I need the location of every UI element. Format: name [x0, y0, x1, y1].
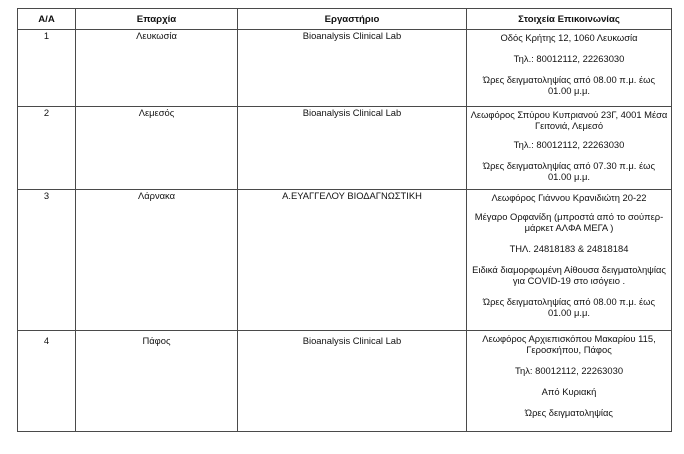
- contact-hours: Ώρες δειγματοληψίας από 07.30 π.μ. έως 01.00 μ.μ.: [483, 160, 655, 182]
- table-header-row: [18, 9, 672, 30]
- contact-days: Από Κυριακή: [541, 386, 597, 397]
- cell-aa: [18, 107, 76, 190]
- cell-province: [76, 190, 238, 331]
- contact-address: Λεωφόρος Γιάννου Κρανιδιώτη 20-22: [491, 192, 647, 203]
- cell-province: [76, 331, 238, 432]
- header-aa: Α/Α: [18, 9, 76, 30]
- contact-address: Λεωφόρος Αρχιεπισκόπου Μακαρίου 115, Γεροσκήπου, Πάφος: [482, 333, 656, 355]
- laboratory-name: Bioanalysis Clinical Lab: [302, 30, 402, 41]
- contact-phone: Τηλ.: 80012112, 22263030: [513, 53, 625, 64]
- contact-address: Οδός Κρήτης 12, 1060 Λευκωσία: [500, 32, 638, 43]
- contact-phone: ΤΗΛ. 24818183 & 24818184: [509, 243, 629, 254]
- table-row: [18, 190, 672, 331]
- province-name: Λάρνακα: [137, 190, 176, 201]
- laboratories-table: [17, 8, 672, 432]
- header-province: Επαρχία: [76, 9, 238, 30]
- header-contact-details: Στοιχεία Επικοινωνίας: [467, 9, 672, 30]
- row-number: 4: [43, 335, 50, 346]
- table-row: [18, 30, 672, 107]
- cell-province: [76, 30, 238, 107]
- cell-contact: [467, 190, 672, 331]
- cell-laboratory: [238, 30, 467, 107]
- contact-address: Λεωφόρος Σπύρου Κυπριανού 23Γ, 4001 Μέσα Γειτονιά, Λεμεσό: [470, 109, 668, 131]
- contact-building: Μέγαρο Ορφανίδη (μπροστά από το σούπερ-μάρκετ ΑΛΦΑ ΜΕΓΑ ): [474, 211, 664, 233]
- cell-laboratory: [238, 107, 467, 190]
- cell-laboratory: [238, 190, 467, 331]
- cell-contact: [467, 30, 672, 107]
- table-row: [18, 331, 672, 432]
- laboratory-name: Bioanalysis Clinical Lab: [302, 335, 402, 346]
- header-laboratory: Εργαστήριο: [238, 9, 467, 30]
- contact-note: Ειδικά διαμορφωμένη Αίθουσα δειγματοληψίας για COVID-19 στο ισόγειο .: [472, 264, 666, 286]
- contact-hours: Ώρες δειγματοληψίας από 08.00 π.μ. έως 01.00 μ.μ.: [483, 296, 655, 318]
- cell-province: [76, 107, 238, 190]
- contact-phone: Τηλ: 80012112, 22263030: [514, 365, 624, 376]
- contact-hours: Ώρες δειγματοληψίας: [525, 407, 613, 418]
- laboratory-name: Α.ΕΥΑΓΓΕΛΟΥ ΒΙΟΔΑΓΝΩΣΤΙΚΗ: [282, 190, 422, 201]
- table-row: [18, 107, 672, 190]
- row-number: 2: [43, 107, 50, 118]
- row-number: 3: [43, 190, 50, 201]
- laboratory-name: Bioanalysis Clinical Lab: [302, 107, 402, 118]
- contact-hours: Ώρες δειγματοληψίας από 08.00 π.μ. έως 01.00 μ.μ.: [483, 74, 655, 96]
- cell-aa: [18, 190, 76, 331]
- cell-contact: [467, 107, 672, 190]
- contact-phone: Τηλ.: 80012112, 22263030: [513, 139, 625, 150]
- province-name: Λευκωσία: [136, 30, 177, 41]
- row-number: 1: [43, 30, 50, 41]
- cell-aa: [18, 30, 76, 107]
- cell-aa: [18, 331, 76, 432]
- cell-contact: [467, 331, 672, 432]
- cell-laboratory: [238, 331, 467, 432]
- province-name: Λεμεσός: [138, 107, 175, 118]
- province-name: Πάφος: [142, 335, 171, 346]
